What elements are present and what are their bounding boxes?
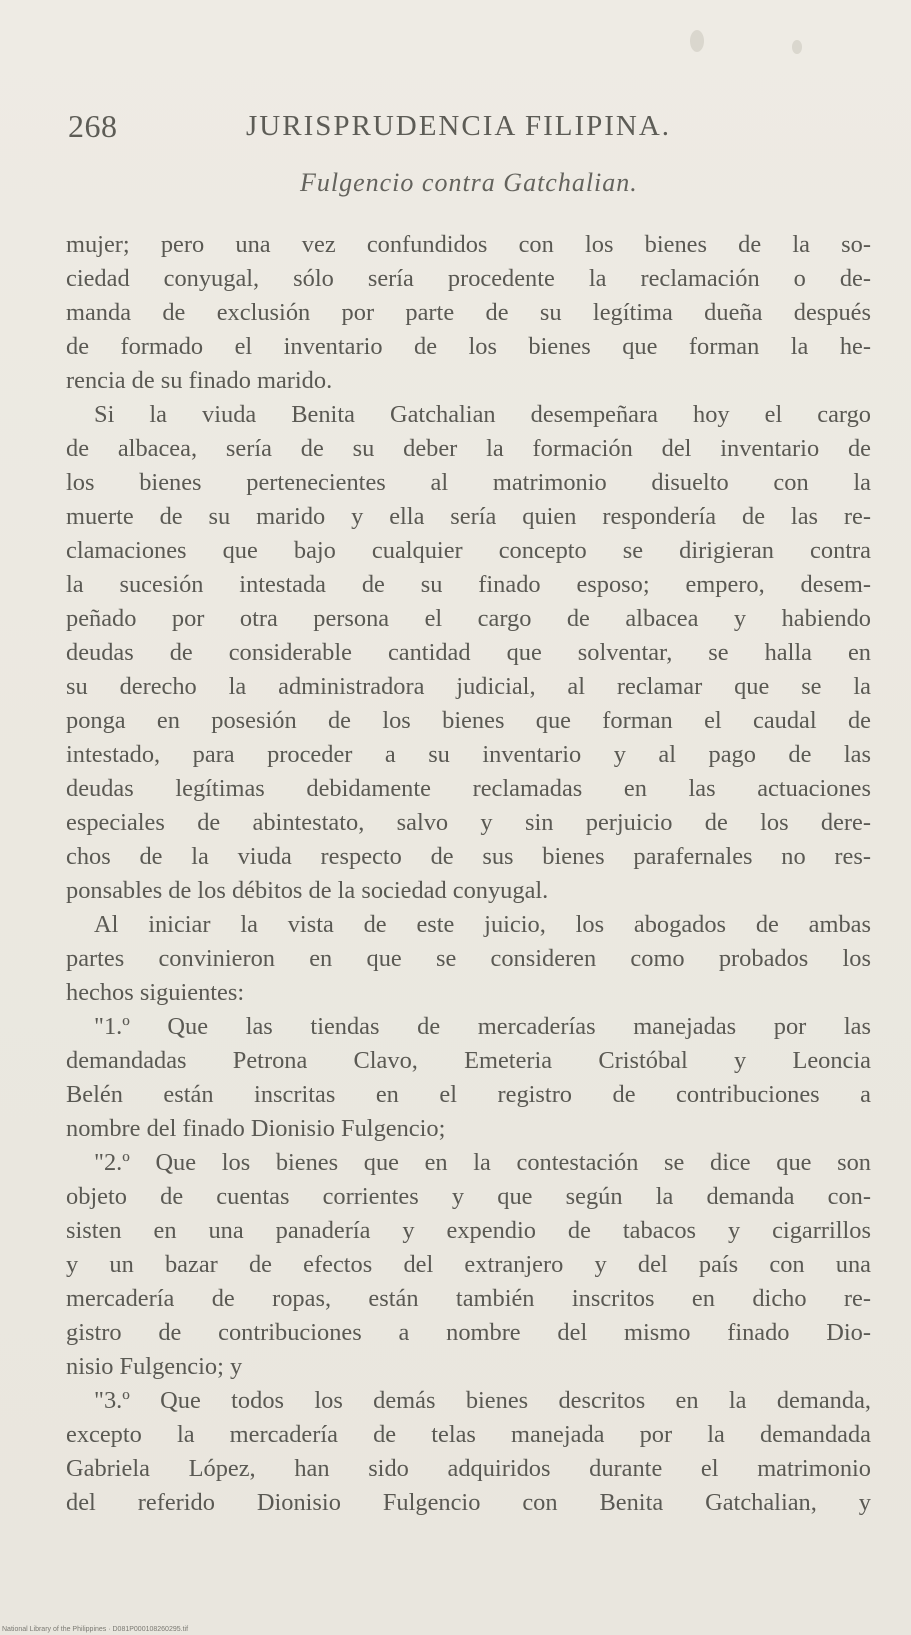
text-line: sisten en una panadería y expendio de tabacos y cigarrillos [66,1217,871,1244]
page-header [68,108,708,148]
text-line: deudas de considerable cantidad que solventar, se halla en [66,639,871,666]
text-line: especiales de abintestato, salvo y sin perjuicio de los dere- [66,809,871,836]
text-line: intestado, para proceder a su inventario y al pago de las [66,741,871,768]
text-line: nisio Fulgencio; y [66,1353,243,1380]
text-line: deudas legítimas debidamente reclamadas en las actuaciones [66,775,871,802]
text-line: partes convinieron en que se consideren como probados los [66,945,871,972]
text-line: la sucesión intestada de su finado esposo; empero, desem- [66,571,871,598]
case-title: Fulgencio contra Gatchalian. [300,168,638,197]
text-line: ciedad conyugal, sólo sería procedente la reclamación o de- [66,265,871,292]
text-line: manda de exclusión por parte de su legítima dueña después [66,299,871,326]
text-line: mercadería de ropas, están también inscritos en dicho re- [66,1285,871,1312]
text-line: ponga en posesión de los bienes que forman el caudal de [66,707,871,734]
text-line: Gabriela López, han sido adquiridos durante el matrimonio [66,1455,871,1482]
paper-stain [792,40,802,54]
text-line: ponsables de los débitos de la sociedad conyugal. [66,877,549,904]
text-line: los bienes pertenecientes al matrimonio disuelto con la [66,469,871,496]
text-line: chos de la viuda respecto de sus bienes parafernales no res- [66,843,871,870]
text-line: gistro de contribuciones a nombre del mismo finado Dio- [66,1319,871,1346]
text-line: "3.º Que todos los demás bienes descritos en la demanda, [94,1387,871,1414]
paper-stain [690,30,704,52]
text-line: Belén están inscritas en el registro de contribuciones a [66,1081,871,1108]
text-line: Al iniciar la vista de este juicio, los abogados de ambas [94,911,871,938]
text-line: muerte de su marido y ella sería quien respondería de las re- [66,503,871,530]
text-line: peñado por otra persona el cargo de albacea y habiendo [66,605,871,632]
text-line: rencia de su finado marido. [66,367,333,394]
text-line: hechos siguientes: [66,979,245,1006]
text-line: "2.º Que los bienes que en la contestación se dice que son [94,1149,871,1176]
text-line: de albacea, sería de su deber la formación del inventario de [66,435,871,462]
running-title: JURISPRUDENCIA FILIPINA. [246,110,672,142]
page-number: 268 [68,108,118,144]
text-line: mujer; pero una vez confundidos con los bienes de la so- [66,231,871,258]
body-text [66,228,871,1520]
scan-credit: National Library of the Philippines · D081P000108260295.tif [2,1626,189,1633]
text-line: clamaciones que bajo cualquier concepto se dirigieran contra [66,537,871,564]
text-line: del referido Dionisio Fulgencio con Benita Gatchalian, y [66,1489,871,1516]
text-line: excepto la mercadería de telas manejada por la demandada [66,1421,871,1448]
text-line: objeto de cuentas corrientes y que según la demanda con- [66,1183,871,1210]
text-line: y un bazar de efectos del extranjero y del país con una [66,1251,871,1278]
text-line: su derecho la administradora judicial, al reclamar que se la [66,673,871,700]
text-line: "1.º Que las tiendas de mercaderías manejadas por las [94,1013,871,1040]
text-line: demandadas Petrona Clavo, Emeteria Cristóbal y Leoncia [66,1047,871,1074]
text-line: Si la viuda Benita Gatchalian desempeñara hoy el cargo [94,401,871,428]
text-line: de formado el inventario de los bienes que forman la he- [66,333,871,360]
text-line: nombre del finado Dionisio Fulgencio; [66,1115,446,1142]
